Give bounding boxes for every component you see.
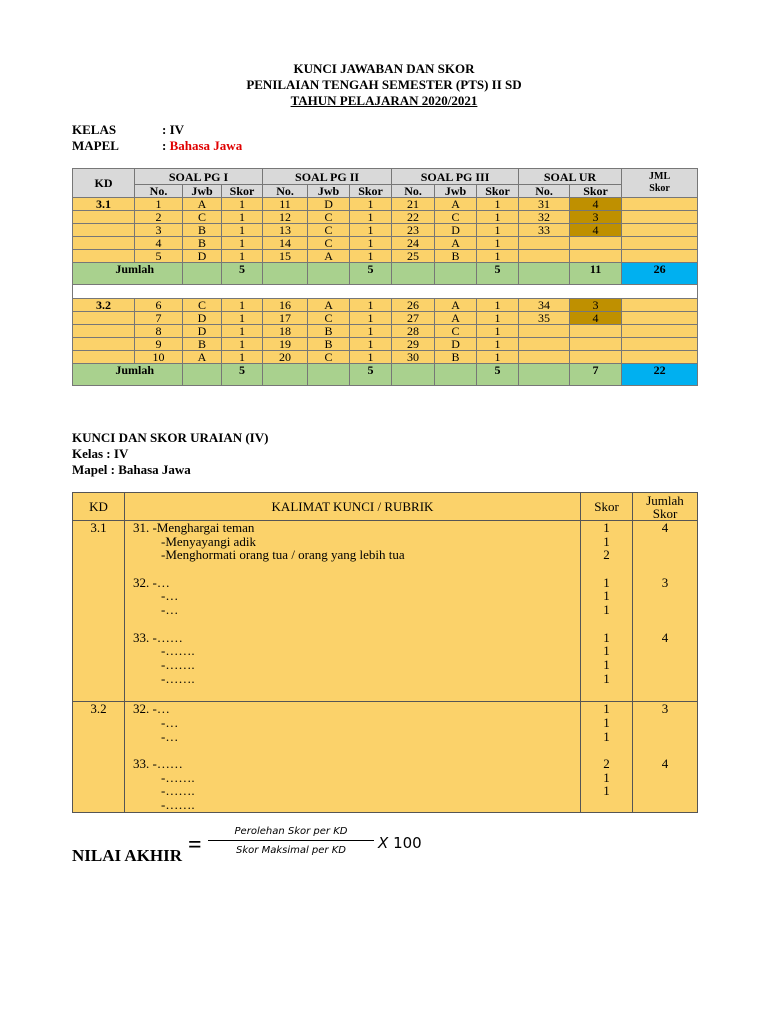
answer-key: B: [308, 325, 350, 338]
section2-mapel: Mapel : Bahasa Jawa: [72, 462, 191, 477]
kelas-info: [72, 122, 184, 138]
answer-row: [73, 312, 698, 325]
rubric-line: -…….: [161, 670, 195, 686]
total-cell: [622, 198, 698, 211]
jumlah-pg2: 5: [350, 263, 392, 285]
rubric-total: 4: [661, 756, 669, 771]
rubric-line: -…….: [161, 769, 195, 785]
rubric-total: [633, 603, 697, 617]
rubric-score: 1: [603, 629, 610, 645]
mapel-label: MAPEL: [72, 138, 119, 153]
answer-key: C: [435, 325, 477, 338]
score: 1: [222, 299, 263, 312]
essay-rubric-table: [72, 492, 698, 813]
formula-hundred: 100: [393, 834, 422, 852]
rubric-line: 32. -…: [133, 701, 170, 717]
answer-row: [73, 250, 698, 263]
question-number: 1: [135, 198, 183, 211]
formula-multiplier: [378, 834, 422, 852]
rubric-total: 3: [661, 701, 669, 717]
score: 1: [222, 338, 263, 351]
kelas-label: KELAS: [72, 122, 117, 137]
score: 1: [477, 299, 519, 312]
empty: [392, 364, 435, 386]
rubric-line: -Menyayangi adik: [161, 533, 256, 549]
section2-title: KUNCI DAN SKOR URAIAN (IV): [72, 430, 269, 445]
answer-key: A: [435, 299, 477, 312]
doc-title-line1: KUNCI JAWABAN DAN SKOR: [293, 61, 475, 76]
rubric-totals: [633, 521, 698, 702]
doc-title-line3: TAHUN PELAJARAN 2020/2021: [290, 93, 478, 108]
header-pg3: SOAL PG III: [392, 169, 519, 185]
rubric-line: 31. -Menghargai teman: [133, 520, 255, 535]
essay-number: 34: [519, 299, 570, 312]
rubric-score: [581, 798, 632, 812]
rubric-score: 1: [603, 783, 610, 799]
rubric-line: -Menghormati orang tua / orang yang lebih tua: [161, 547, 405, 563]
rubric-header-jumlah-1: Jumlah: [646, 492, 684, 508]
question-number: 8: [135, 325, 183, 338]
essay-score: [570, 351, 622, 364]
answer-key: A: [435, 198, 477, 211]
answer-row: [73, 325, 698, 338]
question-number: 17: [263, 312, 308, 325]
empty: [183, 364, 222, 386]
question-number: 22: [392, 211, 435, 224]
rubric-line: -…….: [161, 643, 195, 659]
total-cell: [622, 351, 698, 364]
essay-number: [519, 351, 570, 364]
rubric-header-jumlah-2: Skor: [652, 505, 678, 521]
header-ur: SOAL UR: [519, 169, 622, 185]
score: 1: [350, 299, 392, 312]
answer-key: C: [308, 351, 350, 364]
subheader-no: No.: [135, 185, 183, 198]
jumlah-label: Jumlah: [73, 263, 183, 285]
question-number: 9: [135, 338, 183, 351]
subheader-skor: Skor: [477, 185, 519, 198]
total-cell: [622, 250, 698, 263]
answer-key: B: [183, 237, 222, 250]
jumlah-pg2: 5: [350, 364, 392, 386]
header-pg1: SOAL PG I: [135, 169, 263, 185]
score: 1: [477, 224, 519, 237]
essay-score: 4: [570, 198, 622, 211]
score: 1: [477, 325, 519, 338]
score: 1: [222, 237, 263, 250]
score: 1: [222, 325, 263, 338]
total-cell: [622, 325, 698, 338]
rubric-scores: [581, 521, 633, 702]
rubric-score: 1: [603, 769, 610, 785]
subheader-skor: Skor: [222, 185, 263, 198]
header-skor: Skor: [649, 183, 670, 194]
score: 1: [477, 211, 519, 224]
separator-row: [73, 285, 698, 299]
question-number: 4: [135, 237, 183, 250]
rubric-score: 1: [603, 588, 610, 604]
rubric-score: 1: [603, 520, 610, 535]
answer-row: [73, 351, 698, 364]
score: 1: [222, 250, 263, 263]
formula-x: X: [378, 834, 389, 852]
empty: [519, 263, 570, 285]
rubric-text: [125, 521, 581, 702]
rubric-total: [633, 535, 697, 549]
question-number: 6: [135, 299, 183, 312]
rubric-total: [633, 548, 697, 562]
rubric-score: 2: [603, 547, 610, 563]
kd-cell: [73, 250, 135, 263]
subheader-skor: Skor: [350, 185, 392, 198]
essay-score: [570, 250, 622, 263]
jumlah-ur: 7: [570, 364, 622, 386]
question-number: 10: [135, 351, 183, 364]
jumlah-row: [73, 263, 698, 285]
essay-score: 4: [570, 224, 622, 237]
answer-key: A: [435, 237, 477, 250]
question-number: 14: [263, 237, 308, 250]
score: 1: [350, 351, 392, 364]
section2-kelas: Kelas : IV: [72, 446, 129, 461]
kd-cell: [73, 351, 135, 364]
rubric-score: 1: [603, 602, 610, 618]
total-cell: [622, 211, 698, 224]
essay-score: [570, 325, 622, 338]
kd-cell: [73, 224, 135, 237]
rubric-text: [125, 702, 581, 813]
separator: [73, 285, 698, 299]
empty: [519, 364, 570, 386]
answer-row: [73, 237, 698, 250]
essay-number: 35: [519, 312, 570, 325]
question-number: 13: [263, 224, 308, 237]
empty: [435, 263, 477, 285]
answer-key: C: [183, 299, 222, 312]
score: 1: [350, 224, 392, 237]
score: 1: [477, 351, 519, 364]
score: 1: [477, 250, 519, 263]
question-number: 16: [263, 299, 308, 312]
rubric-score: 1: [603, 670, 610, 686]
question-number: 24: [392, 237, 435, 250]
answer-key: B: [435, 351, 477, 364]
score: 1: [477, 198, 519, 211]
formula-fraction: [208, 826, 374, 856]
mapel-value: Bahasa Jawa: [169, 138, 243, 153]
rubric-total: [633, 589, 697, 603]
empty: [435, 364, 477, 386]
essay-number: [519, 325, 570, 338]
kelas-value: : IV: [162, 122, 185, 137]
question-number: 25: [392, 250, 435, 263]
question-number: 2: [135, 211, 183, 224]
jumlah-pg3: 5: [477, 263, 519, 285]
mapel-info: [72, 138, 242, 154]
rubric-total: [633, 644, 697, 658]
subheader-jwb: Jwb: [183, 185, 222, 198]
total-cell: [622, 338, 698, 351]
score: 1: [222, 224, 263, 237]
rubric-kd: 3.2: [73, 702, 125, 813]
answer-key: A: [183, 198, 222, 211]
header-jml-skor: [622, 169, 698, 198]
jumlah-total: 26: [622, 263, 698, 285]
question-number: 18: [263, 325, 308, 338]
total-cell: [622, 224, 698, 237]
answer-key: B: [183, 224, 222, 237]
essay-number: 32: [519, 211, 570, 224]
empty: [308, 263, 350, 285]
rubric-score: 1: [603, 533, 610, 549]
question-number: 27: [392, 312, 435, 325]
rubric-total: [633, 658, 697, 672]
essay-number: [519, 250, 570, 263]
rubric-line: -…….: [161, 656, 195, 672]
rubric-header-jumlah: [633, 493, 698, 521]
score: 1: [350, 237, 392, 250]
essay-score: 4: [570, 312, 622, 325]
answer-key: C: [308, 312, 350, 325]
rubric-total: 3: [661, 574, 669, 590]
question-number: 5: [135, 250, 183, 263]
score: 1: [222, 351, 263, 364]
question-number: 20: [263, 351, 308, 364]
empty: [183, 263, 222, 285]
answer-row: [73, 299, 698, 312]
rubric-score: 1: [603, 728, 610, 744]
rubric-score: 1: [603, 574, 610, 590]
score: 1: [350, 198, 392, 211]
empty: [392, 263, 435, 285]
total-cell: [622, 312, 698, 325]
essay-score: [570, 237, 622, 250]
subheader-jwb: Jwb: [308, 185, 350, 198]
subheader-jwb: Jwb: [435, 185, 477, 198]
rubric-line: -…….: [161, 783, 195, 799]
answer-key: C: [308, 211, 350, 224]
jumlah-pg1: 5: [222, 364, 263, 386]
answer-key: A: [308, 250, 350, 263]
rubric-score: 1: [603, 656, 610, 672]
total-cell: [622, 237, 698, 250]
answer-row: [73, 224, 698, 237]
answer-key: B: [183, 338, 222, 351]
rubric-total: [633, 672, 697, 686]
score: 1: [350, 211, 392, 224]
answer-key: C: [308, 237, 350, 250]
score: 1: [350, 338, 392, 351]
rubric-block: [73, 521, 698, 702]
subheader-no: No.: [263, 185, 308, 198]
kd-cell: [73, 325, 135, 338]
jumlah-total: 22: [622, 364, 698, 386]
rubric-line: -…: [161, 714, 179, 730]
rubric-block: [73, 702, 698, 813]
empty: [263, 263, 308, 285]
essay-score: 3: [570, 211, 622, 224]
rubric-total: [633, 730, 697, 744]
doc-title-line2: PENILAIAN TENGAH SEMESTER (PTS) II SD: [246, 77, 522, 92]
answer-row: [73, 211, 698, 224]
rubric-total: 4: [661, 629, 669, 645]
kd-cell: [73, 211, 135, 224]
question-number: 23: [392, 224, 435, 237]
essay-number: [519, 237, 570, 250]
formula-numerator: Perolehan Skor per KD: [208, 826, 374, 841]
kd-cell: [73, 237, 135, 250]
kd-cell: [73, 338, 135, 351]
rubric-total: [633, 798, 697, 812]
header-kd: KD: [73, 169, 135, 198]
rubric-scores: [581, 702, 633, 813]
rubric-line: -…….: [161, 797, 195, 813]
rubric-line: -…: [161, 588, 179, 604]
question-number: 12: [263, 211, 308, 224]
answer-key: D: [435, 338, 477, 351]
answer-key: D: [183, 250, 222, 263]
subheader-skor: Skor: [570, 185, 622, 198]
jumlah-pg1: 5: [222, 263, 263, 285]
score: 1: [350, 325, 392, 338]
rubric-score: 2: [603, 756, 610, 771]
answer-row: [73, 198, 698, 211]
jumlah-pg3: 5: [477, 364, 519, 386]
subheader-no: No.: [392, 185, 435, 198]
score: 1: [222, 211, 263, 224]
header-pg2: SOAL PG II: [263, 169, 392, 185]
score: 1: [477, 338, 519, 351]
subheader-no: No.: [519, 185, 570, 198]
score: 1: [350, 250, 392, 263]
rubric-total: 4: [661, 520, 669, 535]
rubric-header-skor: Skor: [581, 493, 633, 521]
jumlah-label: Jumlah: [73, 364, 183, 386]
answer-key: D: [183, 325, 222, 338]
rubric-total: [633, 771, 697, 785]
rubric-header-kalimat: KALIMAT KUNCI / RUBRIK: [125, 493, 581, 521]
rubric-total: [633, 716, 697, 730]
answer-key: A: [308, 299, 350, 312]
answer-key: D: [435, 224, 477, 237]
answer-key: C: [308, 224, 350, 237]
rubric-line: 33. -……: [133, 629, 183, 645]
score: 1: [477, 312, 519, 325]
rubric-totals: [633, 702, 698, 813]
answer-key: D: [308, 198, 350, 211]
nilai-akhir-label: NILAI AKHIR: [72, 846, 183, 865]
rubric-line: -…: [161, 602, 179, 618]
answer-key-table: [72, 168, 698, 386]
answer-row: [73, 338, 698, 351]
mapel-colon: :: [162, 138, 170, 153]
essay-number: 31: [519, 198, 570, 211]
answer-key: B: [308, 338, 350, 351]
empty: [263, 364, 308, 386]
header-jml: JML: [649, 171, 671, 182]
answer-key: A: [435, 312, 477, 325]
question-number: 11: [263, 198, 308, 211]
formula-equals: =: [188, 832, 202, 858]
score: 1: [477, 237, 519, 250]
jumlah-ur: 11: [570, 263, 622, 285]
essay-score: [570, 338, 622, 351]
kd-cell: [73, 312, 135, 325]
rubric-score: 1: [603, 643, 610, 659]
question-number: 3: [135, 224, 183, 237]
question-number: 7: [135, 312, 183, 325]
rubric-score: 1: [603, 714, 610, 730]
essay-score: 3: [570, 299, 622, 312]
rubric-line: 32. -…: [133, 574, 170, 590]
essay-number: [519, 338, 570, 351]
question-number: 21: [392, 198, 435, 211]
score: 1: [350, 312, 392, 325]
question-number: 28: [392, 325, 435, 338]
rubric-score: 1: [603, 701, 610, 717]
answer-key: A: [183, 351, 222, 364]
question-number: 15: [263, 250, 308, 263]
answer-key: C: [183, 211, 222, 224]
kd-cell: 3.2: [73, 299, 135, 312]
question-number: 29: [392, 338, 435, 351]
score: 1: [222, 198, 263, 211]
formula-denominator: Skor Maksimal per KD: [236, 845, 346, 856]
question-number: 30: [392, 351, 435, 364]
answer-key: B: [435, 250, 477, 263]
question-number: 26: [392, 299, 435, 312]
answer-key: D: [183, 312, 222, 325]
rubric-line: 33. -……: [133, 756, 183, 771]
empty: [308, 364, 350, 386]
question-number: 19: [263, 338, 308, 351]
rubric-kd: 3.1: [73, 521, 125, 702]
score: 1: [222, 312, 263, 325]
essay-number: 33: [519, 224, 570, 237]
rubric-total: [633, 784, 697, 798]
kd-cell: 3.1: [73, 198, 135, 211]
total-cell: [622, 299, 698, 312]
rubric-header-kd: KD: [73, 493, 125, 521]
answer-key: C: [435, 211, 477, 224]
jumlah-row: [73, 364, 698, 386]
rubric-line: -…: [161, 728, 179, 744]
